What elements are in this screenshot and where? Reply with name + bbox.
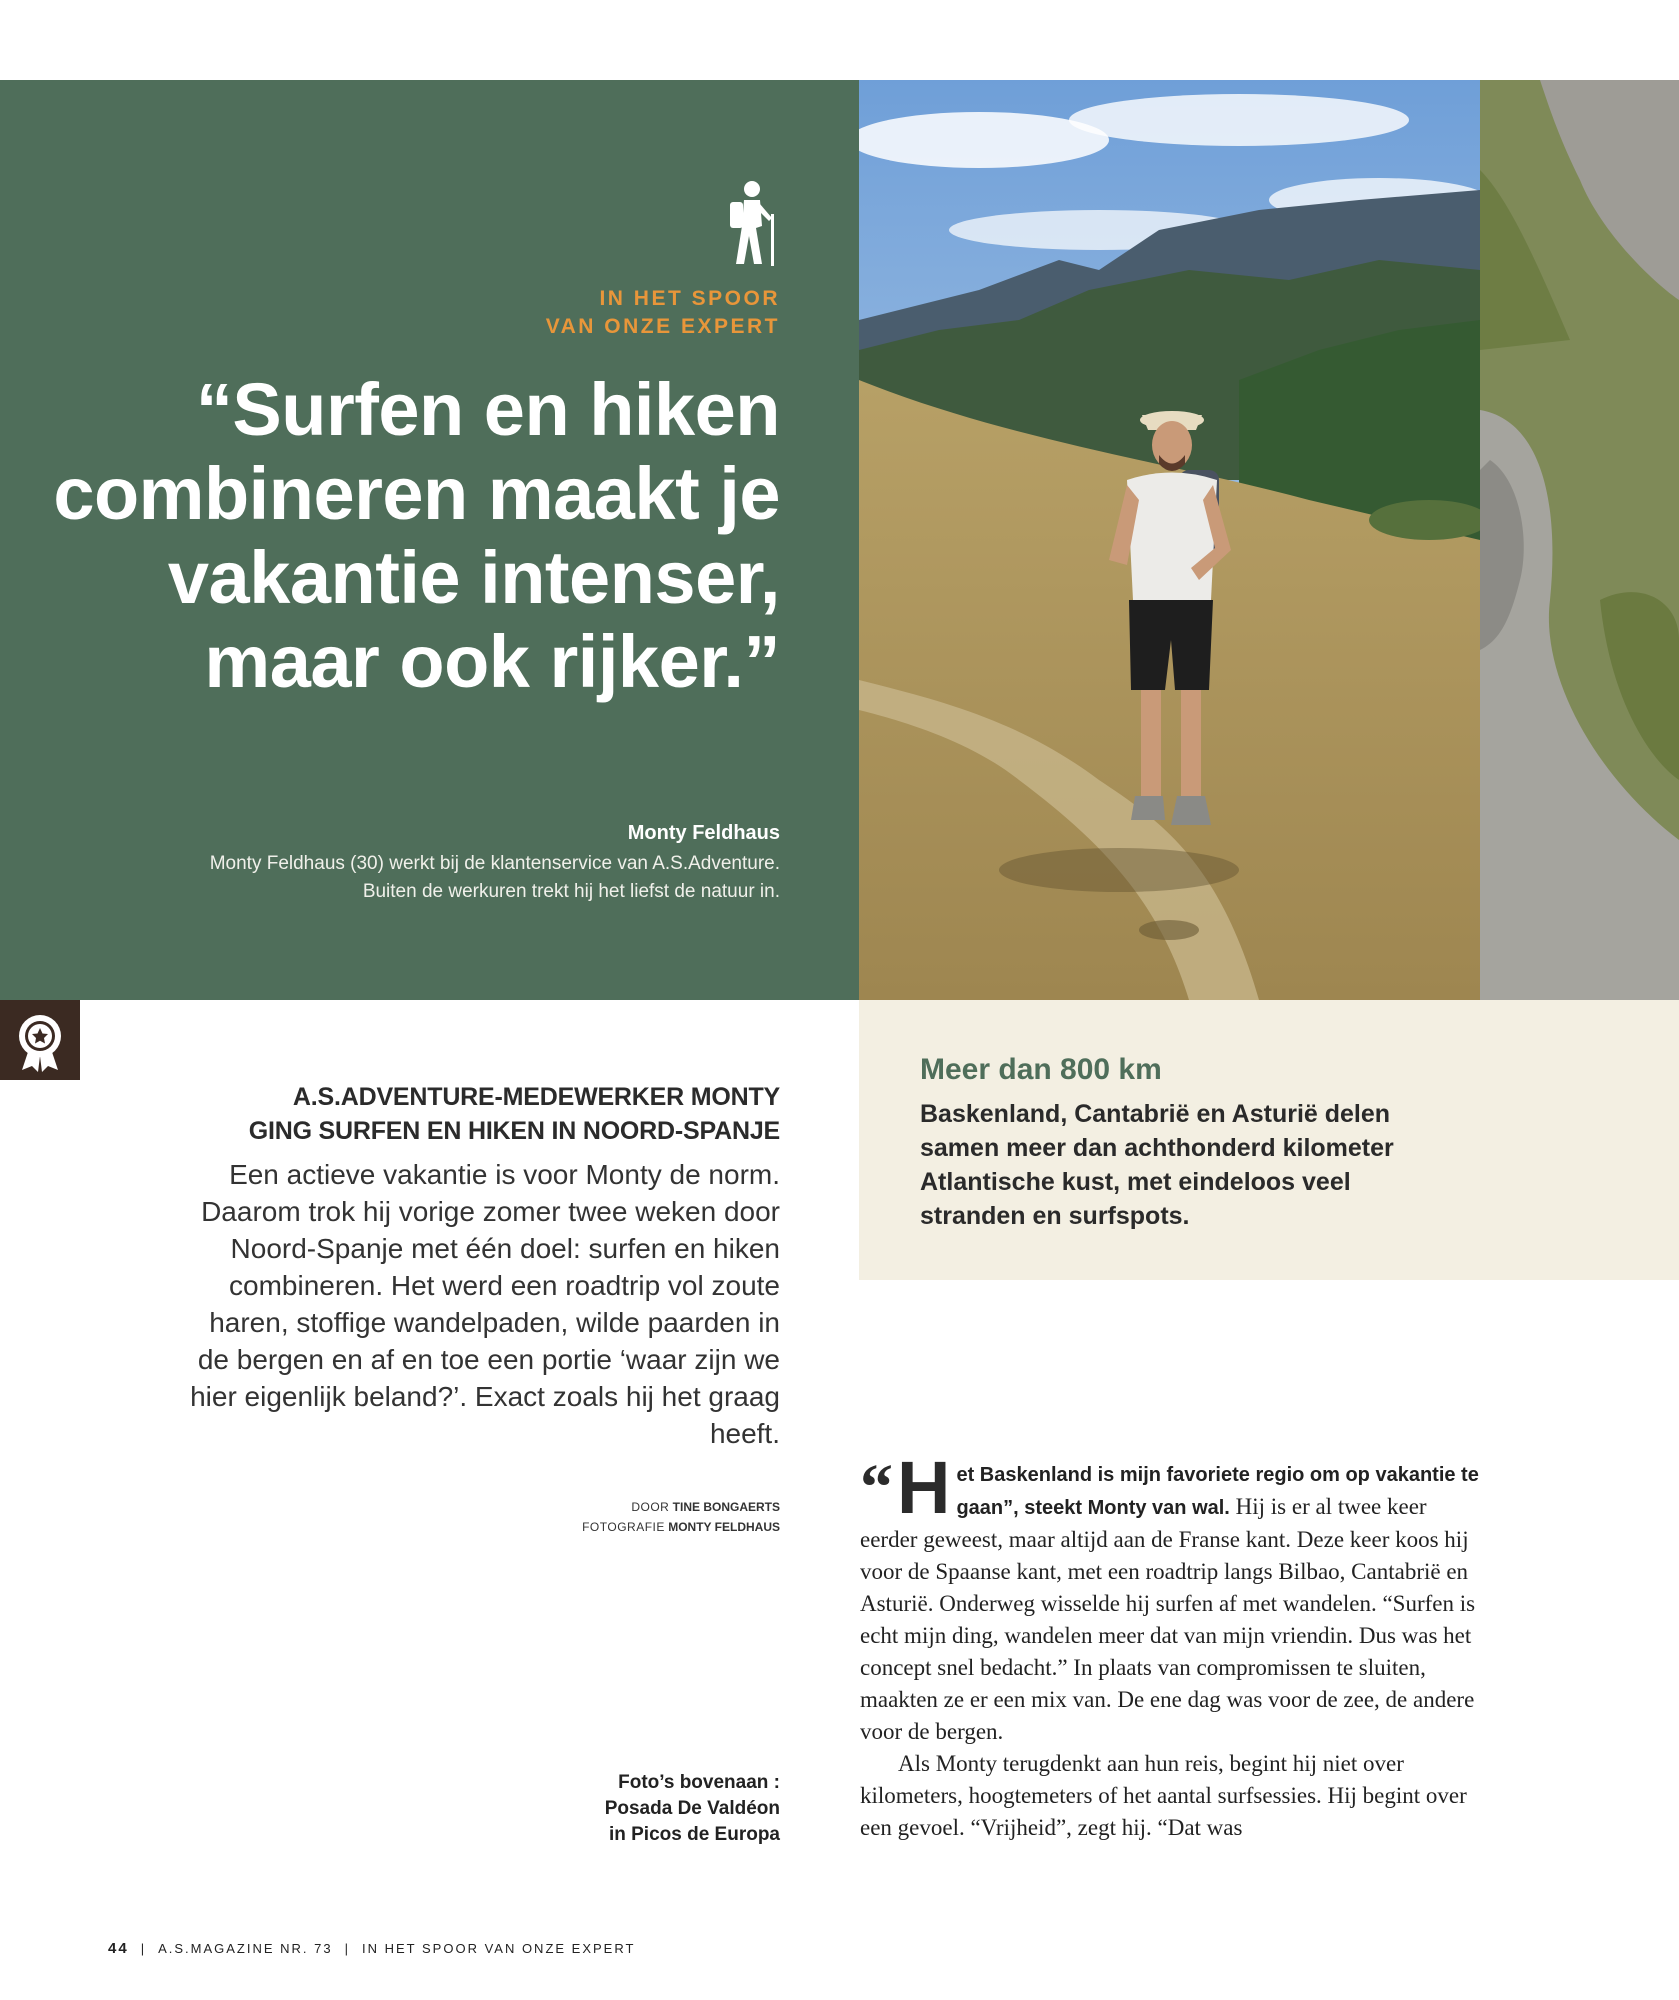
magazine-name: A.S.MAGAZINE NR. 73 <box>158 1941 333 1956</box>
intro-headline-line-1: A.S.ADVENTURE-MEDEWERKER MONTY <box>292 1083 780 1111</box>
section-kicker <box>546 285 780 341</box>
article-paragraph-1-text: Hij is er al twee keer eerder geweest, maar altijd aan de Franse kant. Deze keer koos hij voor de Spaanse kant, met een roadtrip langs Bilbao, Cantabrië en Asturië. Onderweg wisselde hij surfen af met wandelen. “Surfen is echt mijn ding, wandelen meer dat van mijn vriendin. Dus was het concept snel bedacht.” In plaats van compromissen te sluiten, maakten ze er een mix van. De ene dag was voor de zee, de andere voor de bergen. <box>860 1494 1476 1744</box>
caption-line-2: Posada De Valdéon <box>604 1798 780 1819</box>
credit-author <box>631 1500 780 1514</box>
author-bio-line-1: Monty Feldhaus (30) werkt bij de klantenservice van A.S.Adventure. <box>209 853 780 874</box>
credit-photographer-label: FOTOGRAFIE <box>582 1520 665 1534</box>
author-bio <box>80 850 780 906</box>
rock-photo <box>1480 80 1679 1000</box>
info-box-title: Meer dan 800 km <box>920 1053 1162 1086</box>
author-bio-line-2: Buiten de werkuren trekt hij het liefst de natuur in. <box>362 881 780 902</box>
kicker-line-2: VAN ONZE EXPERT <box>545 315 780 338</box>
credit-author-label: DOOR <box>631 1500 670 1514</box>
hiker-icon <box>716 178 782 268</box>
article-body <box>860 1446 1480 1844</box>
page-number: 44 <box>108 1940 129 1957</box>
footer-separator: | <box>344 1941 351 1956</box>
intro-headline-line-2: GING SURFEN EN HIKEN IN NOORD-SPANJE <box>248 1117 780 1145</box>
section-name: IN HET SPOOR VAN ONZE EXPERT <box>362 1941 636 1956</box>
award-ribbon-icon <box>0 1000 80 1080</box>
drop-cap: H <box>897 1446 951 1529</box>
kicker-line-1: IN HET SPOOR <box>599 287 780 310</box>
credit-author-name: TINE BONGAERTS <box>672 1500 780 1514</box>
caption-line-1: Foto’s bovenaan : <box>618 1772 780 1793</box>
footer-separator: | <box>140 1941 147 1956</box>
award-badge <box>0 1000 80 1080</box>
intro-headline <box>249 1080 780 1148</box>
pull-quote: “Surfen en hiken combineren maakt je vakantie intenser, maar ook rijker.” <box>53 368 780 703</box>
drop-quote-mark: “ <box>860 1451 893 1524</box>
caption-line-3: in Picos de Europa <box>608 1824 780 1845</box>
article-lead: et Baskenland is mijn favoriete regio om op vakantie te gaan”, steekt Monty van wal. <box>956 1464 1479 1519</box>
credit-photographer-name: MONTY FELDHAUS <box>668 1520 780 1534</box>
page-footer <box>108 1940 635 1957</box>
author-name: Monty Feldhaus <box>627 822 780 844</box>
intro-text: Een actieve vakantie is voor Monty de norm. Daarom trok hij vorige zomer twee weken door Noord-Spanje met één doel: surfen en hiken combineren. Het werd een roadtrip vol zoute haren, stoffige wandelpaden, wilde paarden in de bergen en af en toe een portie ‘waar zijn we hier eigenlijk beland?’. Exact zoals hij het graag heeft. <box>190 1159 780 1449</box>
photo-caption <box>605 1770 780 1848</box>
credit-photographer <box>582 1520 780 1534</box>
info-box-text: Baskenland, Cantabrië en Asturië delen samen meer dan achthonderd kilometer Atlantische kust, met eindeloos veel stranden en surfspots. <box>920 1100 1394 1230</box>
article-paragraph-2: Als Monty terugdenkt aan hun reis, begint hij niet over kilometers, hoogtemeters of het aantal surfsessies. Hij begint over een gevoel. “Vrijheid”, zegt hij. “Dat was <box>860 1751 1467 1840</box>
article-paragraph-1 <box>860 1446 1480 1748</box>
hiker-photo <box>859 80 1480 1000</box>
